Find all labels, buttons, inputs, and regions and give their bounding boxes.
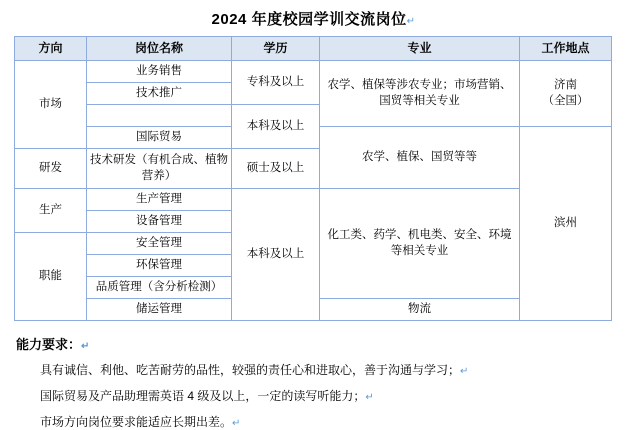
list-item: [40, 363, 613, 378]
cell-position-blank: [87, 105, 232, 127]
paragraph-mark-icon: ↵: [365, 392, 374, 403]
page-title: [14, 8, 613, 29]
column-header-direction: 方向: [15, 37, 87, 61]
column-header-major: 专业: [320, 37, 520, 61]
cell-direction-production: 生产: [15, 189, 87, 233]
cell-position-equipment-mgmt: 设备管理: [87, 211, 232, 233]
cell-position-quality-mgmt: 品质管理（含分析检测）: [87, 277, 232, 299]
requirements-list: [14, 363, 613, 430]
cell-major-trade: 农学、植保、国贸等等: [320, 127, 520, 189]
cell-direction-function: 职能: [15, 233, 87, 321]
cell-position-storage-mgmt: 储运管理: [87, 299, 232, 321]
cell-position-rd: 技术研发（有机合成、植物营养）: [87, 149, 232, 189]
requirements-heading-text: 能力要求：: [16, 337, 82, 352]
column-header-workplace: 工作地点: [520, 37, 612, 61]
requirement-text: 具有诚信、利他、吃苦耐劳的品性，较强的责任心和进取心，善于沟通与学习；: [40, 363, 461, 377]
cell-position-environment-mgmt: 环保管理: [87, 255, 232, 277]
cell-education-college: 专科及以上: [232, 61, 320, 105]
cell-direction-rd: 研发: [15, 149, 87, 189]
list-item: [40, 415, 613, 430]
jobs-table: [14, 36, 612, 321]
column-header-position: 岗位名称: [87, 37, 232, 61]
paragraph-mark-icon: ↵: [460, 366, 469, 377]
cell-major-logistics: 物流: [320, 299, 520, 321]
cell-position-sales: 业务销售: [87, 61, 232, 83]
list-item: [40, 389, 613, 404]
paragraph-mark-icon: ↵: [81, 341, 90, 352]
cell-direction-market: 市场: [15, 61, 87, 149]
cell-position-production-mgmt: 生产管理: [87, 189, 232, 211]
page-title-text: 2024 年度校园学训交流岗位: [211, 11, 407, 28]
cell-position-international-trade: 国际贸易: [87, 127, 232, 149]
cell-position-tech-promotion: 技术推广: [87, 83, 232, 105]
paragraph-mark-icon: ↵: [232, 418, 241, 429]
requirement-text: 市场方向岗位要求能适应长期出差。: [40, 415, 233, 429]
requirement-text: 国际贸易及产品助理需英语 4 级及以上，一定的读写听能力；: [40, 389, 366, 403]
table-header-row: [15, 37, 612, 61]
workplace-jinan-line1: 济南: [554, 78, 577, 91]
cell-education-master: 硕士及以上: [232, 149, 320, 189]
cell-major-technical: 化工类、药学、机电类、安全、环境等相关专业: [320, 189, 520, 299]
column-header-education: 学历: [232, 37, 320, 61]
cell-position-safety-mgmt: 安全管理: [87, 233, 232, 255]
requirements-heading: [16, 334, 613, 353]
cell-major-market: 农学、植保等涉农专业；市场营销、国贸等相关专业: [320, 61, 520, 127]
cell-workplace-binzhou: 滨州: [520, 127, 612, 321]
cell-education-bachelor-1: 本科及以上: [232, 105, 320, 149]
paragraph-mark-icon: ↵: [406, 16, 416, 27]
table-row: [15, 61, 612, 83]
cell-education-bachelor-2: 本科及以上: [232, 189, 320, 321]
cell-workplace-jinan: [520, 61, 612, 127]
workplace-jinan-line2: （全国）: [542, 94, 589, 107]
